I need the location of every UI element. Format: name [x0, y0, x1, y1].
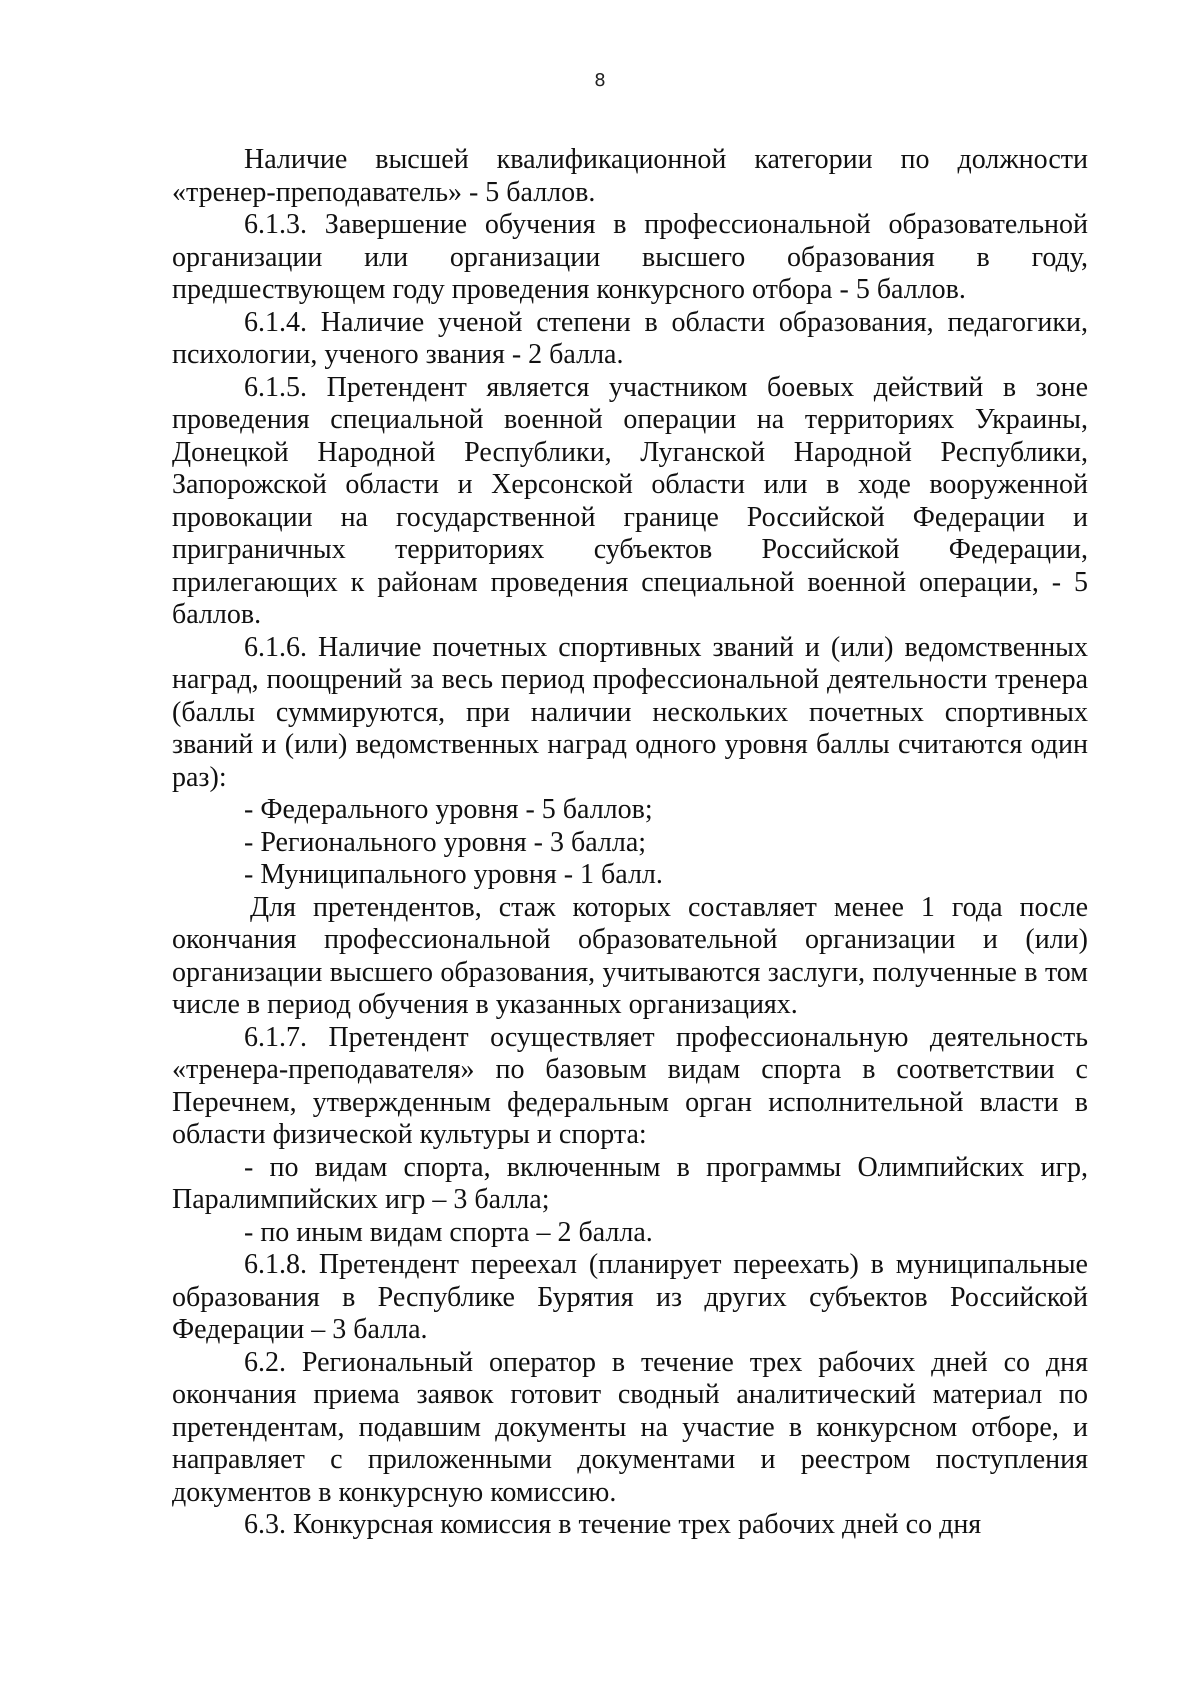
list-item-other-sports: - по иным видам спорта – 2 балла. — [244, 1216, 653, 1248]
list-item-federal: - Федерального уровня - 5 баллов; — [244, 794, 653, 825]
paragraph-category: Наличие высшей квалификационной категории по должности «тренер-преподаватель» - 5 баллов. — [172, 144, 1088, 208]
paragraph-6-1-8: 6.1.8. Претендент переехал (планирует переехать) в муниципальные образования в Республике Бурятия из других субъектов Российской Федерации – 3 балла. — [172, 1249, 1088, 1345]
paragraph-6-3: 6.3. Конкурсная комиссия в течение трех рабочих дней со дня — [244, 1509, 982, 1540]
list-item-regional: - Регионального уровня - 3 балла; — [244, 826, 647, 858]
paragraph-experience: Для претендентов, стаж которых составляет менее 1 года после окончания профессиональной образовательной организации и (или) организации высшего образования, учитываются заслуги, полученные в том числе в период обучения в указанных организациях. — [172, 891, 1088, 1020]
paragraph-6-1-3: 6.1.3. Завершение обучения в профессиональной образовательной организации или организации высшего образования в году, предшествующем году проведения конкурсного отбора - 5 баллов. — [172, 209, 1088, 305]
list-item-municipal: - Муниципального уровня - 1 балл. — [244, 859, 663, 890]
document-body — [172, 144, 1088, 1542]
paragraph-6-1-5: 6.1.5. Претендент является участником боевых действий в зоне проведения специальной военной операции на территориях Украины, Донецкой Народной Республики, Луганской Народной Республики, Запорожской области и Херсонской области или в ходе вооруженной провокации на государственной границе Российской Федерации и приграничных территориях субъектов Российской Федерации, прилегающих к районам проведения специальной военной операции, - 5 баллов. — [172, 371, 1088, 630]
paragraph-6-1-4: 6.1.4. Наличие ученой степени в области образования, педагогики, психологии, ученого звания - 2 балла. — [172, 306, 1088, 370]
list-item-olympic: - по видам спорта, включенным в программы Олимпийских игр, Паралимпийских игр – 3 балла; — [172, 1151, 1088, 1215]
paragraph-6-1-6: 6.1.6. Наличие почетных спортивных званий и (или) ведомственных наград, поощрений за весь период профессиональной деятельности тренера (баллы суммируются, при наличии нескольких почетных спортивных званий и (или) ведомственных наград одного уровня баллы считаются один раз): — [172, 631, 1088, 793]
paragraph-6-2: 6.2. Региональный оператор в течение трех рабочих дней со дня окончания приема заявок готовит сводный аналитический материал по претендентам, подавшим документы на участие в конкурсном отборе, и направляет с приложенными документами и реестром поступления документов в конкурсную комиссию. — [172, 1346, 1088, 1508]
paragraph-6-1-7: 6.1.7. Претендент осуществляет профессиональную деятельность «тренера-преподавателя» по базовым видам спорта в соответствии с Перечнем, утвержденным федеральным орган исполнительной власти в области физической культуры и спорта: — [172, 1021, 1088, 1150]
page-number: 8 — [594, 70, 606, 91]
